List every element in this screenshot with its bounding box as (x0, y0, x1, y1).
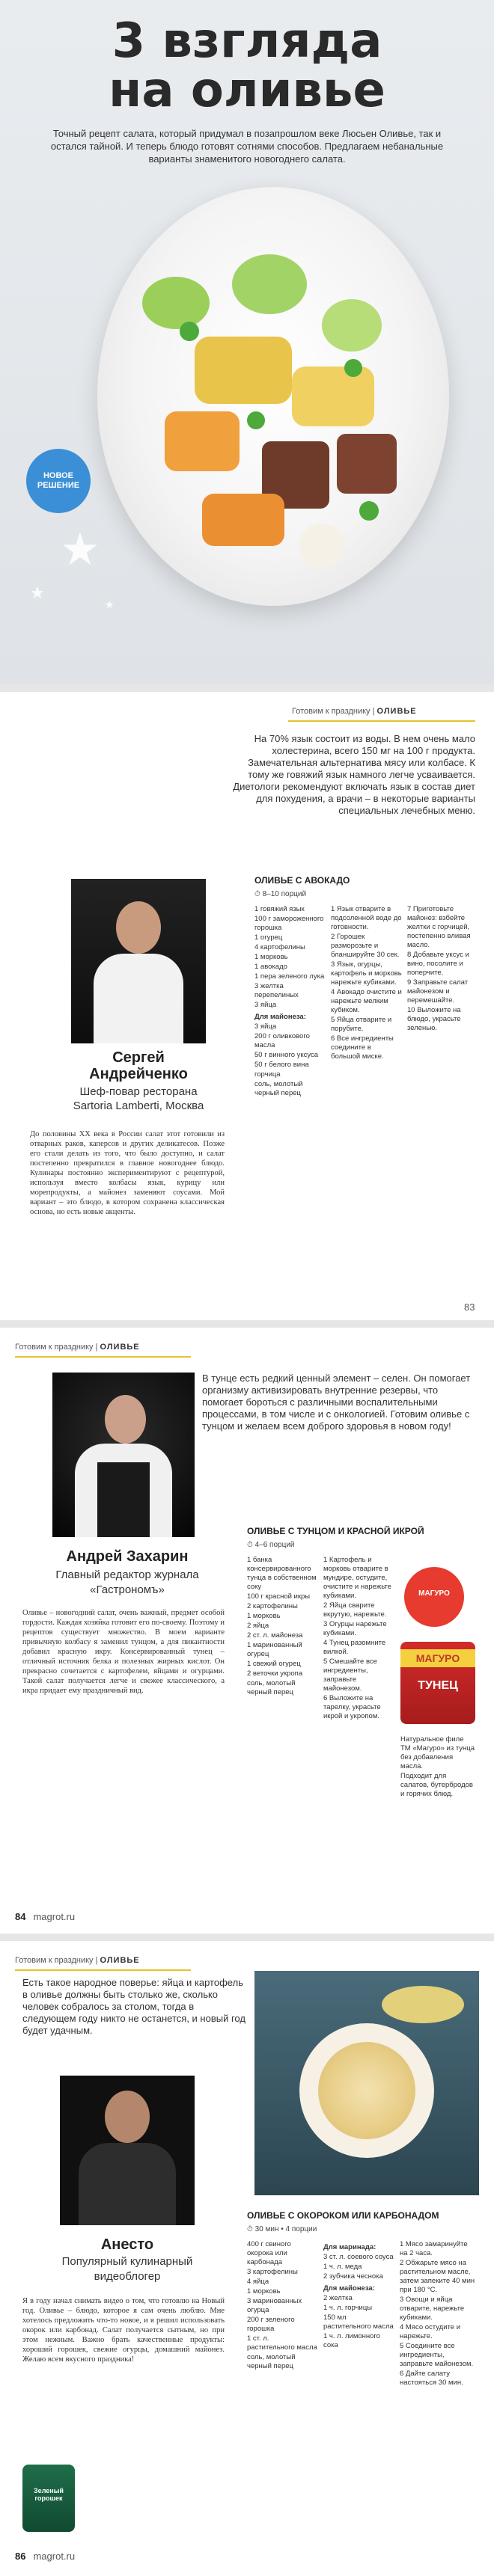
can-label: Зеленый горошек (34, 2487, 64, 2502)
page-separator (0, 1933, 494, 1941)
ingredients-column: 1 банка консервированного тунца в собственном соку 100 г красной икры 2 картофелины 1 морковь 2 яйца 2 ст. л. майонеза 1 маринованный огурец 1 свежий огурец 2 веточки укропа соль, молотый черный перец (247, 1556, 317, 1696)
blogger-apron (79, 2143, 176, 2225)
carrot-piece (165, 411, 240, 471)
blogger-photo (60, 2076, 195, 2225)
pea (247, 411, 265, 429)
chef-jacket (94, 954, 183, 1043)
ingredients-column: 400 г свиного окорока или карбонада 3 картофелины 4 яйца 1 морковь 3 маринованных огурца 200 г зеленого горошка 1 ст. л. растительного масла соль, молотый черный перец (247, 2240, 317, 2370)
person-workplace: Sartoria Lamberti, Москва (73, 1100, 204, 1112)
page-ham (0, 1941, 494, 2576)
person-role-2: видеоблогер (94, 2270, 161, 2283)
cucumber-slice (142, 277, 210, 329)
person-last-name: Андрейченко (89, 1066, 188, 1082)
stamp-badge: МАГУРО (404, 1567, 464, 1627)
steps-column-1: 1 Язык отварите в подсоленной воде до готовности. 2 Горошек разморозьте и бланшируйте 30 сек. 3 Язык, огурцы, картофель и морковь нарежьте кубиками. 4 Авокадо очистите и нарежьте мелким кубиком. 5 Яйца отварите и порубите. 6 Все ингредиенты соедините в большой миске. (331, 905, 402, 1061)
blogger-face (105, 2091, 150, 2143)
page-footer: 84 magrot.ru (15, 1911, 76, 1922)
can-label: ТУНЕЦ (418, 1679, 458, 1692)
editor-face (105, 1395, 146, 1444)
pea (344, 359, 362, 377)
article-body: До половины XX века в России салат этот готовили из отварных раков, каперсов и других деликатесов. Позже его стали делать из того, что было доступно, и салат постепенно превратился в главное новогоднее блюдо. Кулинары постоянно экспериментируют с рецептурой, используя вместо колбасы язык, курицу или морепродукты, а майонез заменяют соусами. Мой вариант – это блюдо, в котором сохранена классическая основа, но есть новые акценты. (30, 1130, 225, 1216)
new-badge: НОВОЕ РЕШЕНИЕ (26, 449, 91, 513)
meat-piece (337, 434, 397, 494)
servings: ⏱ 8–10 порций (254, 890, 307, 898)
person-role: Популярный кулинарный (61, 2255, 193, 2268)
potato-piece (195, 337, 292, 404)
salad-mound (318, 2042, 415, 2139)
salad-plate-image (97, 187, 449, 606)
potato-piece (292, 367, 374, 426)
servings: ⏱ 30 мин • 4 порции (247, 2225, 317, 2233)
page-avocado (0, 692, 494, 1320)
intro-text: На 70% язык состоит из воды. В нем очень мало холестерина, всего 150 мг на 100 г продукта. Замечательная альтернатива мясу или колбасе. К тому же говяжий язык намного легче усваивается. Диетологи рекомендуют включать язык в состав диет для похудения, а врачи – в некоторые варианты специальных лечебных меню. (233, 733, 475, 816)
person-role: Главный редактор журнала (55, 1568, 199, 1581)
page-header: Готовим к празднику | ОЛИВЬЕ (292, 707, 417, 716)
cover-lead: Точный рецепт салата, который придумал в позапрошлом веке Люсьен Оливье, так и остался тайной. И теперь блюдо готовят сотнями способов. Предлагаем небанальные варианты знаменитого новогоднего салата. (50, 128, 444, 165)
salad-photo (254, 1971, 479, 2195)
header-rule (15, 1969, 191, 1971)
page-separator (0, 1320, 494, 1328)
star-icon: ★ (30, 583, 45, 602)
steps-column-1: 1 Картофель и морковь отварите в мундире, остудите, очистите и нарежьте кубиками. 2 Яйца сварите вкрутую, нарежьте. 3 Огурцы нарежьте кубиками. 4 Тунец разомните вилкой. 5 Смешайте все ингредиенты, заправьте майонезом. 6 Выложите на тарелку, украсьте икрой и укропом. (323, 1556, 391, 1720)
cover-title-line2: на оливье (109, 63, 385, 118)
egg-piece (299, 524, 344, 568)
pea (180, 322, 199, 341)
article-body: Оливье – новогодний салат, очень важный, предмет особой гордости. Каждая хозяйка готовит его по-своему. Поэтому и рецептов существует множество. В моем варианте привычную колбасу я заменил тунцом, а для пикантности добавил красную икру. Консервированный тунец – отличный источник белка и полезных жирных кислот. Он прекрасно сочетается с картофелем, яйцами и огурцами. Такой салат получается легче и свежее классического, а икра придает ему праздничный вид. (22, 1609, 225, 1695)
product-note: Натуральное филе ТМ «Магуро» из тунца без добавления масла. Подходит для салатов, бутербродов и горячих блюд. (400, 1735, 475, 1798)
cucumber-slice (232, 254, 307, 314)
person-name: Андрей Захарин (66, 1548, 189, 1565)
carrot-piece (202, 494, 284, 546)
mimosa-flowers (382, 1986, 464, 2023)
person-first-name: Сергей (112, 1049, 165, 1066)
header-rule (288, 720, 475, 722)
cucumber-slice (322, 299, 382, 352)
steps-column-2: 7 Приготовьте майонез: взбейте желтки с горчицей, постепенно вливая масло. 8 Добавьте уксус и вино, посолите и поперчите. 9 Заправьте салат майонезом и перемешайте. 10 Выложите на блюдо, украсьте зеленью. (407, 905, 471, 1032)
person-workplace: «Гастрономъ» (90, 1583, 165, 1596)
intro-text: В тунце есть редкий ценный элемент – селен. Он помогает организму активизировать внутренние резервы, что помогает бороться с различными воспалительными процессами, в том числе и с онкологией. Готовим оливье с тунцом и желаем всем доброго здоровья в новом году! (202, 1373, 471, 1432)
chef-photo (71, 879, 206, 1043)
page-header: Готовим к празднику | ОЛИВЬЕ (15, 1956, 140, 1965)
person-name: Анесто (100, 2236, 154, 2253)
cover-title-line1: 3 взгляда (112, 13, 382, 69)
star-icon: ★ (60, 524, 100, 574)
editor-photo (52, 1373, 195, 1537)
servings: ⏱ 4–6 порций (247, 1541, 295, 1549)
marinade-column: Для маринада: 3 ст. л. соевого соуса 1 ч. л. меда 2 зубчика чеснока Для майонеза: 2 желтка 1 ч. л. горчицы 150 мл растительного масла 1 ч. л. лимонного сока (323, 2243, 394, 2349)
can-brand: МАГУРО (400, 1649, 475, 1667)
page-tuna (0, 1328, 494, 1933)
intro-text: Есть такое народное поверье: яйца и картофель в оливье должны быть столько же, сколько человек собралось за столом, тогда в следующем году никто не останется, и новый год будет удачным. (22, 1977, 246, 2036)
page-separator (0, 684, 494, 692)
peas-can-image (22, 2465, 75, 2532)
steps-column: 1 Мясо замаринуйте на 2 часа. 2 Обжарьте мясо на растительном масле, затем запеките 40 мин при 180 °C. 3 Овощи и яйца отварите, нарежьте кубиками. 4 Мясо остудите и нарежьте. 5 Соедините все ингредиенты, заправьте майонезом. 6 Дайте салату настояться 30 мин. (400, 2240, 475, 2387)
article-body: Я в году начал снимать видео о том, что готовлю на Новый год. Оливье – блюдо, которое я сам очень люблю. Мне хотелось предложить что-то новое, и я решил использовать окорок или карбонад. Салат получается сытным, но при этом нежным. Важно брать качественные продукты: хороший горошек, свежие огурцы, домашний майонез. Желаю всем вкусного праздника! (22, 2297, 225, 2364)
person-role: Шеф-повар ресторана (79, 1085, 198, 1098)
cover-page (0, 0, 494, 684)
pea (359, 501, 379, 521)
ingredients-column: 1 говяжий язык 100 г замороженного горошка 1 огурец 4 картофелины 1 морковь 1 авокадо 1 пера зеленого лука 3 желтка перепелиных 3 яйца Для майонеза: 3 яйца 200 г оливкового масла 50 г винного уксуса 50 г белого вина горчица соль, молотый черный перец (254, 905, 325, 1097)
page-header: Готовим к празднику | ОЛИВЬЕ (15, 1343, 140, 1352)
recipe-title: ОЛИВЬЕ С АВОКАДО (254, 875, 350, 886)
editor-apron (97, 1462, 150, 1537)
chef-face (116, 901, 161, 954)
star-icon: ★ (105, 598, 115, 610)
recipe-title: ОЛИВЬЕ С ТУНЦОМ И КРАСНОЙ ИКРОЙ (247, 1526, 424, 1536)
recipe-title: ОЛИВЬЕ С ОКОРОКОМ ИЛИ КАРБОНАДОМ (247, 2210, 439, 2221)
header-rule (15, 1356, 191, 1358)
page-footer: 86 magrot.ru (15, 2551, 76, 2562)
page-number: 83 (464, 1301, 475, 1313)
tuna-can-image (400, 1642, 475, 1724)
